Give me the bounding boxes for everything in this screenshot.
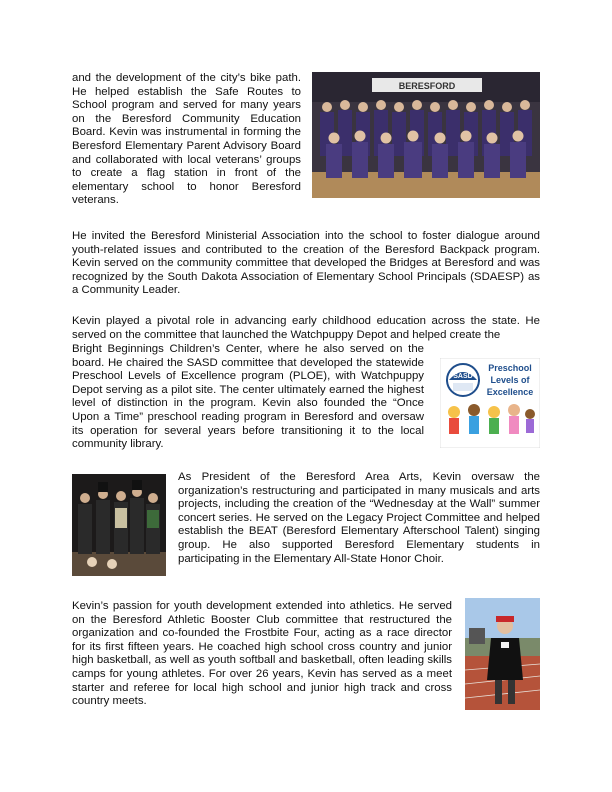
choir-group-photo (312, 72, 540, 198)
theater-cast-photo (72, 474, 166, 576)
paragraph-community: and the development of the city’s bike path. He helped establish the Safe Routes to School program and served for many years on the Beresford Community Education Board. Kevin was instrumental in forming the Beresford Elementary Parent Advisory Board and collaborated with local veterans’ groups to create a flag station in front of the elementary school to honor Beresford veterans. (72, 72, 301, 207)
logo-line-2: Levels of (490, 375, 530, 385)
logo-badge-text: SASD (453, 373, 473, 380)
logo-line-3: Excellence (486, 387, 534, 397)
paragraph-athletics: Kevin’s passion for youth development extended into athletics. He served on the Beresford Athletic Booster Club committee that restructured the organization and co-founded the Frostbite Four, acting as a race director for its first fifteen years. He coached high school cross country and junior high basketball, as well as youth softball and basketball, often leading skills camps for young athletes. For over 26 years, Kevin has served as a meet starter and referee for local high school and junior high track and cross country meets. (72, 600, 452, 708)
paragraph-early-childhood-intro: Kevin played a pivotal role in advancing early childhood education across the state. He served on the committee that launched the Watchpuppy Depot and helped create the (72, 315, 540, 341)
logo-line-1: Preschool (488, 363, 532, 373)
paragraph-ministerial: He invited the Beresford Ministerial Association into the school to foster dialogue around youth-related issues and contributed to the creation of the Beresford Backpack program. Kevin served on the community committee that developed the Bridges at Beresford and was recognized by the South Dakota Association of Elementary School Principals (SDAESP) as a Community Leader. (72, 230, 540, 297)
paragraph-arts: As President of the Beresford Area Arts, Kevin oversaw the organization’s restructuring and participated in many musicals and arts projects, including the creation of the “Wednesday at the Wall” summer concert series. He served on the Legacy Project Committee and helped establish the BEAT (Beresford Elementary Afterschool Talent) singing group. He also supported Beresford Elementary students in participating in the Elementary All-State Honor Choir. (178, 471, 540, 565)
paragraph-early-childhood-body: Bright Beginnings Children’s Center, where he also served on the board. He chaired the SASD committee that developed the statewide Preschool Levels of Excellence program (PLOE), with Watchpuppy Depot serving as a pilot site. The center ultimately earned the highest level of distinction in the program. Kevin also founded the “Once Upon a Time” preschool reading program in Beresford and oversaw its operation for several years before transitioning it to the local community library. (72, 343, 424, 451)
track-official-photo (465, 598, 540, 710)
choir-banner-text: BERESFORD (398, 81, 456, 91)
preschool-levels-logo (440, 358, 540, 448)
